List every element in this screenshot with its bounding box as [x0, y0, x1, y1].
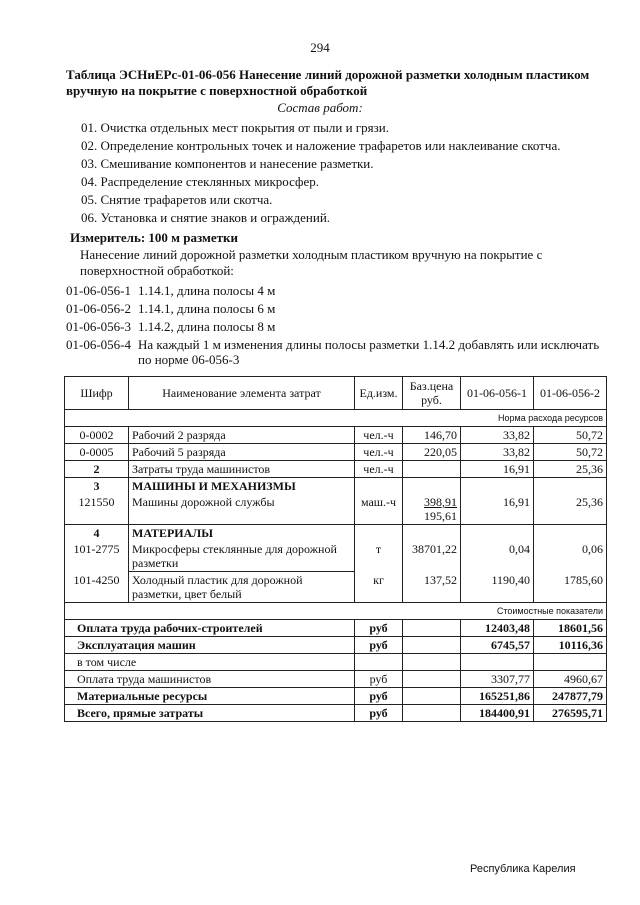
- empty-cell: [461, 654, 534, 671]
- cell-code: 0-0005: [65, 444, 129, 461]
- total-name: Оплата труда машинистов: [65, 671, 355, 688]
- total-v1: 12403,48: [461, 620, 534, 637]
- empty-cell: [534, 478, 607, 495]
- total-v2: 10116,36: [534, 637, 607, 654]
- total-v1: 3307,77: [461, 671, 534, 688]
- cell-unit: маш.-ч: [355, 494, 403, 525]
- work-item: 05. Снятие трафаретов или скотча.: [81, 192, 273, 207]
- empty-cell: [355, 654, 403, 671]
- total-name: Оплата труда рабочих-строителей: [65, 620, 355, 637]
- cell-name: Рабочий 5 разряда: [129, 444, 355, 461]
- empty-cell: [355, 478, 403, 495]
- norm-code: 01-06-056-4: [66, 337, 131, 352]
- total-v2: 18601,56: [534, 620, 607, 637]
- cell-price: 38701,22: [403, 541, 461, 572]
- total-row: [65, 705, 607, 722]
- norm-code: 01-06-056-2: [66, 301, 131, 316]
- cell-name: Затраты труда машинистов: [129, 461, 355, 478]
- work-item: 01. Очистка отдельных мест покрытия от пыли и грязи.: [81, 120, 389, 135]
- cell-v2: 25,36: [534, 494, 607, 525]
- norma-label: Норма расхода ресурсов: [65, 410, 607, 427]
- cell-v2: 0,06: [534, 541, 607, 572]
- norm-text: 1.14.2, длина полосы 8 м: [138, 319, 276, 334]
- total-unit: руб: [355, 688, 403, 705]
- total-row: [65, 654, 607, 671]
- page-number: 294: [310, 40, 330, 55]
- norm-text: На каждый 1 м изменения длины полосы разметки 1.14.2 добавлять или исключать по норме 06-056-3: [138, 337, 600, 367]
- total-name: Всего, прямые затраты: [65, 705, 355, 722]
- stoim-label: Стоимостные показатели: [65, 603, 607, 620]
- norm-text: 1.14.1, длина полосы 6 м: [138, 301, 276, 316]
- work-composition-heading: Состав работ:: [277, 100, 363, 115]
- norm-code: 01-06-056-1: [66, 283, 131, 298]
- total-unit: руб: [355, 671, 403, 688]
- section-name: МАТЕРИАЛЫ: [129, 525, 355, 542]
- cell-v1: 33,82: [461, 444, 534, 461]
- work-item: 02. Определение контрольных точек и наложение трафаретов или наклеивание скотча.: [81, 138, 561, 153]
- total-v1: 184400,91: [461, 705, 534, 722]
- empty-cell: [534, 525, 607, 542]
- cell-v2: 50,72: [534, 444, 607, 461]
- empty-cell: [403, 688, 461, 705]
- total-row: [65, 620, 607, 637]
- norm-code: 01-06-056-3: [66, 319, 131, 334]
- cell-v2: 50,72: [534, 427, 607, 444]
- cell-unit: чел.-ч: [355, 461, 403, 478]
- description: Нанесение линий дорожной разметки холодным пластиком вручную на покрытие с поверхностной обработкой:: [80, 247, 543, 278]
- empty-cell: [461, 478, 534, 495]
- empty-cell: [355, 525, 403, 542]
- cell-v1: 1190,40: [461, 572, 534, 603]
- price-main: 398,91: [424, 495, 457, 509]
- cell-price: [403, 461, 461, 478]
- cell-code: 121550: [65, 494, 129, 525]
- table-header-row: [65, 377, 607, 410]
- table-row: [65, 494, 607, 525]
- total-v1: 165251,86: [461, 688, 534, 705]
- table-row: [65, 444, 607, 461]
- total-row: [65, 671, 607, 688]
- cell-code: 0-0002: [65, 427, 129, 444]
- cell-name: Рабочий 2 разряда: [129, 427, 355, 444]
- price-secondary: 195,61: [424, 509, 457, 523]
- work-item: 03. Смешивание компонентов и нанесение разметки.: [81, 156, 374, 171]
- cell-price: 220,05: [403, 444, 461, 461]
- empty-cell: [461, 525, 534, 542]
- total-row: [65, 688, 607, 705]
- section-row: [65, 478, 607, 495]
- header-unit: Ед.изм.: [355, 377, 403, 410]
- cell-v1: 0,04: [461, 541, 534, 572]
- empty-cell: [534, 654, 607, 671]
- cell-v1: 16,91: [461, 494, 534, 525]
- cell-unit: кг: [355, 572, 403, 603]
- cell-v2: 1785,60: [534, 572, 607, 603]
- cell-name: Машины дорожной службы: [129, 494, 355, 525]
- work-item: 04. Распределение стеклянных микросфер.: [81, 174, 319, 189]
- table-row: [65, 541, 607, 572]
- cell-unit: т: [355, 541, 403, 572]
- header-col2: 01-06-056-2: [534, 377, 607, 410]
- cell-name: Микросферы стеклянные для дорожной разметки: [129, 541, 355, 572]
- norm-text: 1.14.1, длина полосы 4 м: [138, 283, 276, 298]
- empty-cell: [403, 654, 461, 671]
- cell-code: 101-2775: [65, 541, 129, 572]
- empty-cell: [403, 620, 461, 637]
- cell-code: 2: [65, 461, 129, 478]
- cell-price: 137,52: [403, 572, 461, 603]
- header-name: Наименование элемента затрат: [129, 377, 355, 410]
- section-row: [65, 525, 607, 542]
- total-v1: 6745,57: [461, 637, 534, 654]
- header-shifr: Шифр: [65, 377, 129, 410]
- total-name: в том числе: [65, 654, 355, 671]
- empty-cell: [403, 705, 461, 722]
- total-unit: руб: [355, 620, 403, 637]
- empty-cell: [403, 525, 461, 542]
- cell-name: Холодный пластик для дорожной разметки, цвет белый: [129, 572, 355, 603]
- section-name: МАШИНЫ И МЕХАНИЗМЫ: [129, 478, 355, 495]
- total-name: Эксплуатация машин: [65, 637, 355, 654]
- empty-cell: [403, 637, 461, 654]
- table-title: Таблица ЭСНиЕРс-01-06-056 Нанесение линий дорожной разметки холодным пластиком вручную на покрытие с поверхностной обработкой: [66, 67, 590, 98]
- cell-price: [403, 494, 461, 525]
- footer-region: Республика Карелия: [470, 863, 576, 875]
- total-unit: руб: [355, 705, 403, 722]
- header-col1: 01-06-056-1: [461, 377, 534, 410]
- total-v2: 247877,79: [534, 688, 607, 705]
- empty-cell: [403, 478, 461, 495]
- cell-v1: 16,91: [461, 461, 534, 478]
- stoim-row: [65, 603, 607, 620]
- cell-price: 146,70: [403, 427, 461, 444]
- total-unit: руб: [355, 637, 403, 654]
- cell-code: 101-4250: [65, 572, 129, 603]
- resource-table: [64, 376, 607, 722]
- table-row: [65, 461, 607, 478]
- section-code: 4: [65, 525, 129, 542]
- cell-unit: чел.-ч: [355, 444, 403, 461]
- table-row: [65, 572, 607, 603]
- work-item: 06. Установка и снятие знаков и ограждений.: [81, 210, 331, 225]
- cell-unit: чел.-ч: [355, 427, 403, 444]
- total-row: [65, 637, 607, 654]
- norma-row: [65, 410, 607, 427]
- total-v2: 4960,67: [534, 671, 607, 688]
- cell-v1: 33,82: [461, 427, 534, 444]
- measure-unit: Измеритель: 100 м разметки: [70, 230, 239, 245]
- cell-v2: 25,36: [534, 461, 607, 478]
- total-name: Материальные ресурсы: [65, 688, 355, 705]
- empty-cell: [403, 671, 461, 688]
- table-row: [65, 427, 607, 444]
- total-v2: 276595,71: [534, 705, 607, 722]
- section-code: 3: [65, 478, 129, 495]
- header-price: Баз.цена руб.: [403, 377, 461, 410]
